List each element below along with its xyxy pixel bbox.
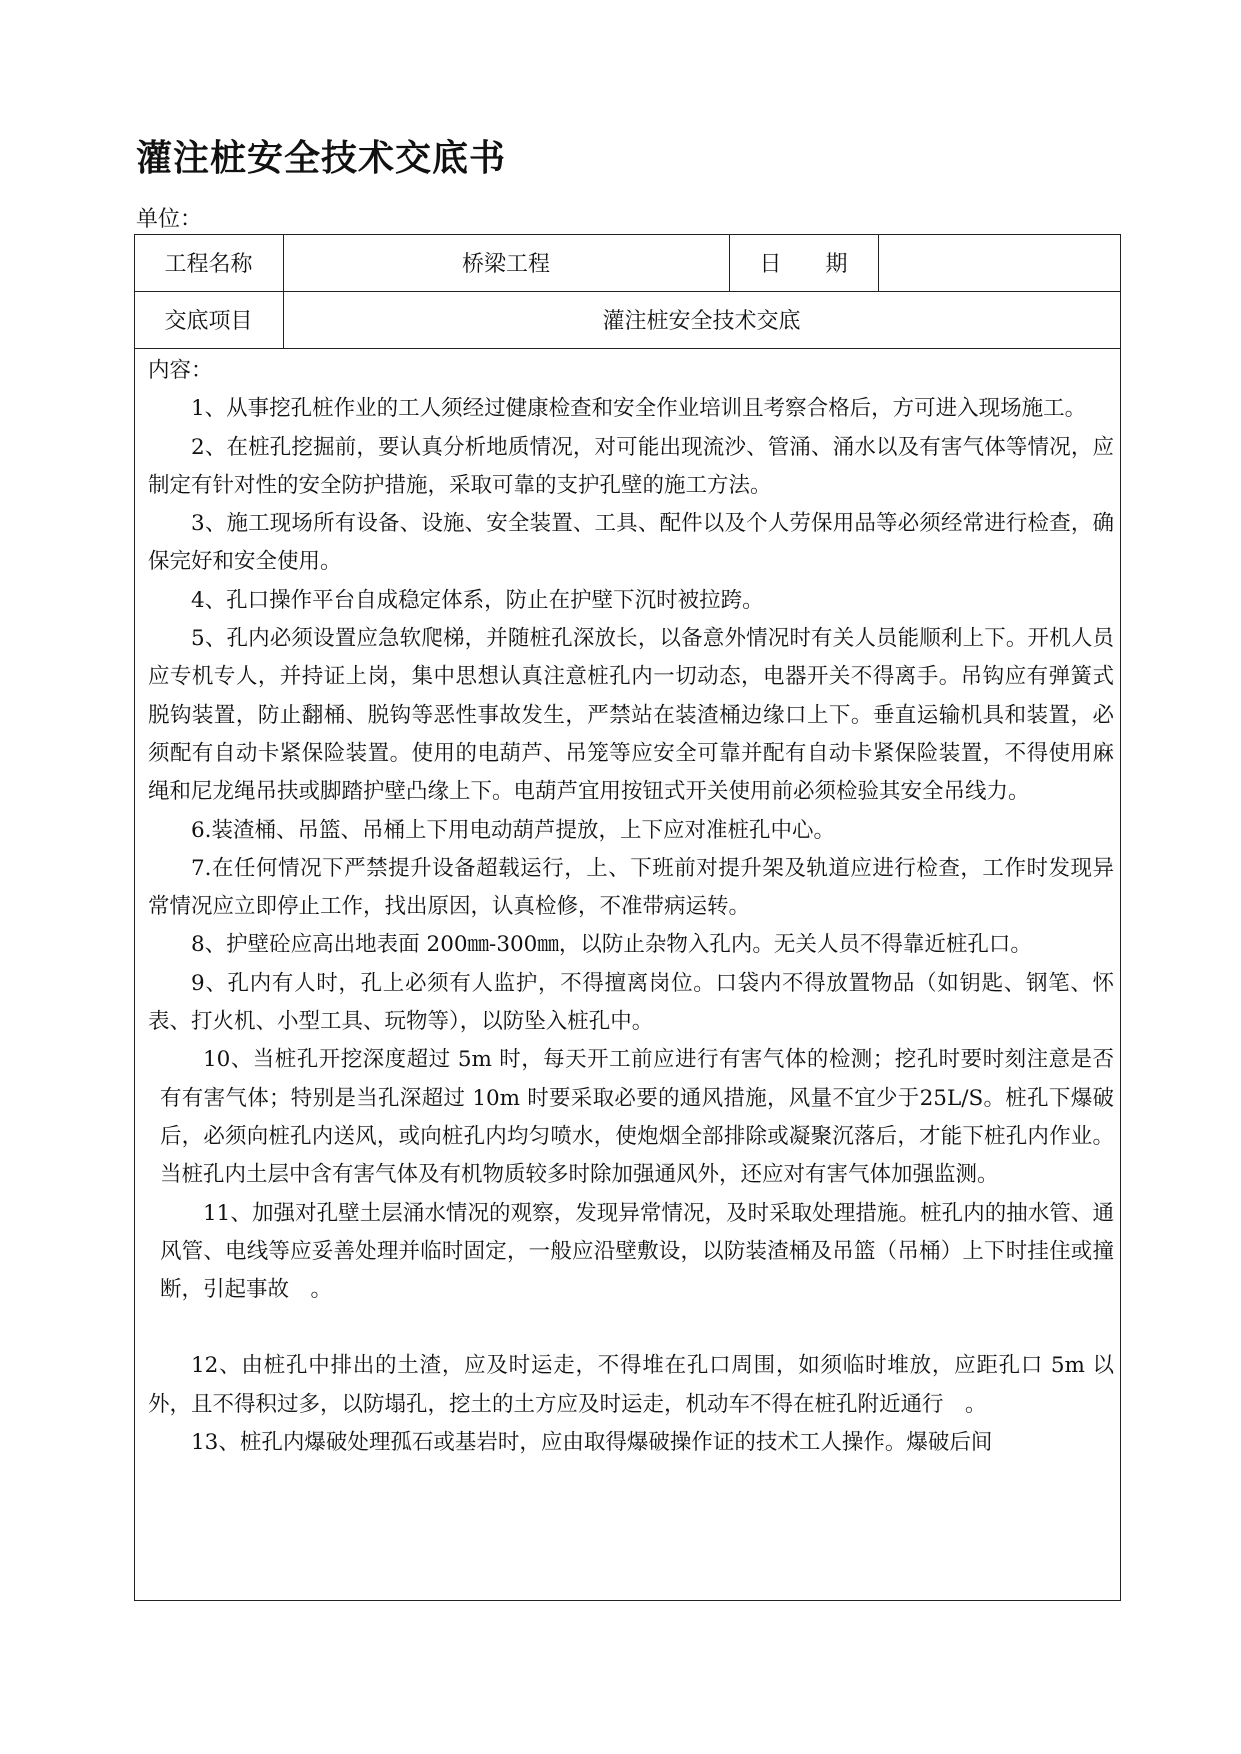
content-heading: 内容： xyxy=(148,358,213,383)
date-value xyxy=(878,234,1120,291)
content-paragraph: 4、孔口操作平台自成稳定体系，防止在护壁下沉时被拉跨。 xyxy=(191,587,764,613)
content-paragraph: 1、从事挖孔桩作业的工人须经过健康检查和安全作业培训且考察合格后，方可进入现场施工。 xyxy=(191,396,1087,422)
table-border-bottom xyxy=(134,1600,1121,1601)
content-paragraph: 8、护壁砼应高出地表面 200㎜-300㎜，以防止杂物入孔内。无关人员不得靠近桩孔口。 xyxy=(191,932,1032,958)
content-body xyxy=(148,352,1114,1462)
blank-line xyxy=(148,1309,1114,1347)
content-paragraph: 5、孔内必须设置应急软爬梯，并随桩孔深放长，以备意外情况时有关人员能顺利上下。开机人员应专机专人，并持证上岗，集中思想认真注意桩孔内一切动态，电器开关不得离手。吊钩应有弹簧式脱钩装置，防止翻桶、脱钩等恶性事故发生，严禁站在装渣桶边缘口上下。垂直运输机具和装置，必须配有自动卡紧保险装置。使用的电葫芦、吊笼等应安全可靠并配有自动卡紧保险装置，不得使用麻绳和尼龙绳吊扶或脚踏护壁凸缘上下。电葫芦宜用按钮式开关使用前必须检验其安全吊线力。 xyxy=(148,626,1114,805)
disclosure-item-value: 灌注桩安全技术交底 xyxy=(602,309,801,334)
content-paragraph: 11、加强对孔壁土层涌水情况的观察，发现异常情况，及时采取处理措施。桩孔内的抽水管、通风管、电线等应妥善处理并临时固定，一般应沿壁敷设，以防装渣桶及吊篮（吊桶）上下时挂住或撞断，引起事故 。 xyxy=(160,1200,1114,1303)
content-paragraph: 6.装渣桶、吊篮、吊桶上下用电动葫芦提放，上下应对准桩孔中心。 xyxy=(191,817,836,843)
content-paragraph: 9、孔内有人时，孔上必须有人监护，不得擅离岗位。口袋内不得放置物品（如钥匙、钢笔、怀表、打火机、小型工具、玩物等），以防坠入桩孔中。 xyxy=(148,970,1114,1035)
table-border-left xyxy=(134,234,135,1601)
content-paragraph: 10、当桩孔开挖深度超过 5m 时，每天开工前应进行有害气体的检测；挖孔时要时刻注意是否有有害气体；特别是当孔深超过 10m 时要采取必要的通风措施，风量不宜少于25L/S。桩孔下爆破后，必须向桩孔内送风，或向桩孔内均匀喷水，使炮烟全部排除或凝聚沉落后，才能下桩孔内作业。当桩孔内土层中含有害气体及有机物质较多时除加强通风外，还应对有害气体加强监测。 xyxy=(160,1047,1114,1188)
content-paragraph: 2、在桩孔挖掘前，要认真分析地质情况，对可能出现流沙、管涌、涌水以及有害气体等情况，应制定有针对性的安全防护措施，采取可靠的支护孔壁的施工方法。 xyxy=(148,434,1114,498)
content-paragraph: 3、施工现场所有设备、设施、安全装置、工具、配件以及个人劳保用品等必须经常进行检查，确保完好和安全使用。 xyxy=(148,511,1114,575)
unit-label: 单位： xyxy=(136,207,203,232)
project-name-value: 桥梁工程 xyxy=(461,252,550,277)
table-border-right xyxy=(1120,234,1121,1601)
date-label: 日 期 xyxy=(759,252,848,277)
document-title: 灌注桩安全技术交底书 xyxy=(136,137,507,179)
content-paragraph: 13、桩孔内爆破处理孤石或基岩时，应由取得爆破操作证的技术工人操作。爆破后间 xyxy=(191,1430,993,1456)
content-paragraph: 7.在任何情况下严禁提升设备超载运行，上、下班前对提升架及轨道应进行检查，工作时发现异常情况应立即停止工作，找出原因，认真检修，不准带病运转。 xyxy=(148,855,1114,920)
disclosure-table xyxy=(134,234,1121,1601)
project-name-label: 工程名称 xyxy=(164,252,253,277)
disclosure-item-label: 交底项目 xyxy=(164,309,253,334)
content-paragraph: 12、由桩孔中排出的土渣，应及时运走，不得堆在孔口周围，如须临时堆放，应距孔口 5m 以外，且不得积过多，以防塌孔，挖土的土方应及时运走，机动车不得在桩孔附近通行 。 xyxy=(148,1353,1114,1417)
